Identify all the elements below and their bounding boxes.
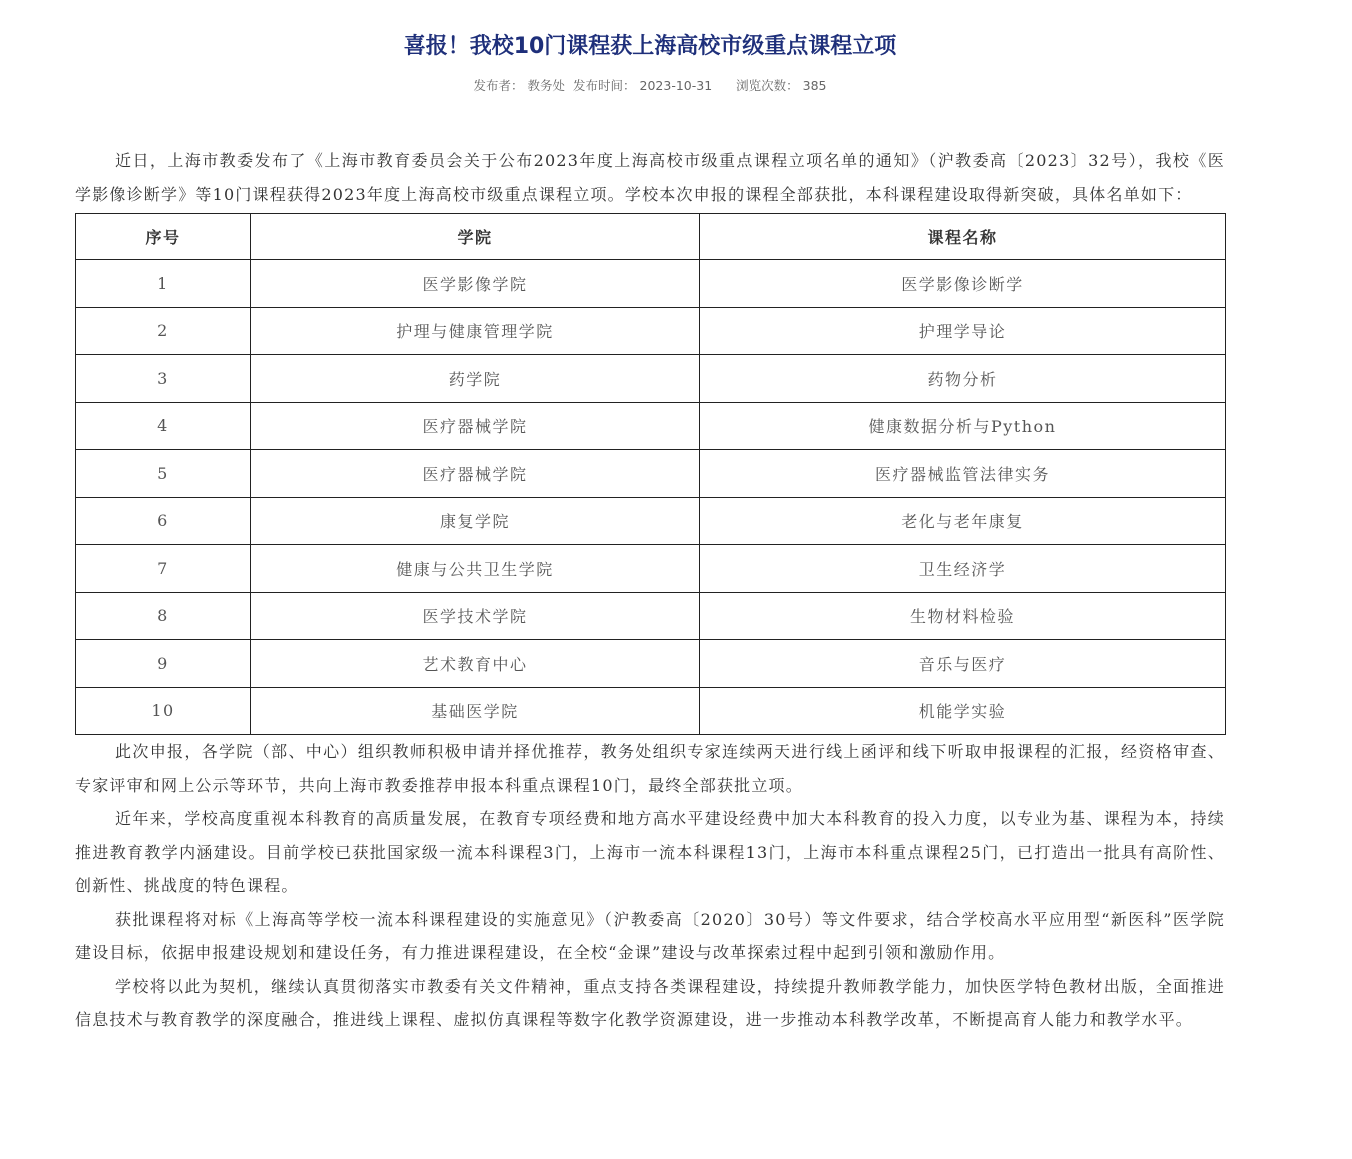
row-course: 音乐与医疗 (700, 640, 1226, 688)
table-row (76, 687, 1226, 735)
row-index: 5 (76, 450, 251, 498)
table-row (76, 450, 1226, 498)
row-course: 健康数据分析与Python (700, 402, 1226, 450)
table-row (76, 592, 1226, 640)
body-paragraph-2: 近年来，学校高度重视本科教育的高质量发展，在教育专项经费和地方高水平建设经费中加大本科教育的投入力度，以专业为基、课程为本，持续推进教育教学内涵建设。目前学校已获批国家级一流本科课程3门，上海市一流本科课程13门，上海市本科重点课程25门，已打造出一批具有高阶性、创新性、挑战度的特色课程。 (75, 809, 1225, 895)
row-college: 护理与健康管理学院 (251, 307, 700, 355)
row-college: 健康与公共卫生学院 (251, 545, 700, 593)
row-index: 3 (76, 355, 251, 403)
article-meta (75, 74, 1225, 98)
row-index: 7 (76, 545, 251, 593)
row-course: 医学影像诊断学 (700, 260, 1226, 308)
table-row (76, 640, 1226, 688)
table-row (76, 260, 1226, 308)
table-header-row (76, 214, 1226, 260)
views-label: 浏览次数： (736, 78, 799, 93)
row-college: 康复学院 (251, 497, 700, 545)
table-row (76, 497, 1226, 545)
row-course: 老化与老年康复 (700, 497, 1226, 545)
row-index: 6 (76, 497, 251, 545)
table-row (76, 307, 1226, 355)
row-index: 8 (76, 592, 251, 640)
table-row (76, 355, 1226, 403)
row-college: 医疗器械学院 (251, 450, 700, 498)
intro-paragraph: 近日，上海市教委发布了《上海市教育委员会关于公布2023年度上海高校市级重点课程立项名单的通知》（沪教委高〔2023〕32号），我校《医学影像诊断学》等10门课程获得2023年度上海高校市级重点课程立项。学校本次申报的课程全部获批，本科课程建设取得新突破，具体名单如下： (75, 151, 1225, 204)
row-index: 4 (76, 402, 251, 450)
table-row (76, 402, 1226, 450)
row-course: 生物材料检验 (700, 592, 1226, 640)
article (75, 0, 1225, 1029)
body-paragraph-4: 学校将以此为契机，继续认真贯彻落实市教委有关文件精神，重点支持各类课程建设，持续提升教师教学能力，加快医学特色教材出版，全面推进信息技术与教育教学的深度融合，推进线上课程、虚拟仿真课程等数字化教学资源建设，进一步推动本科教学改革，不断提高育人能力和教学水平。 (75, 976, 1225, 1029)
row-course: 卫生经济学 (700, 545, 1226, 593)
row-college: 医学影像学院 (251, 260, 700, 308)
publisher-value: 教务处 (527, 78, 566, 93)
body-paragraph-1: 此次申报，各学院（部、中心）组织教师积极申请并择优推荐，教务处组织专家连续两天进行线上函评和线下听取申报课程的汇报，经资格审查、专家评审和网上公示等环节，共向上海市教委推荐申报本科重点课程10门，最终全部获批立项。 (75, 742, 1225, 795)
course-table (75, 213, 1226, 735)
header-index: 序号 (76, 214, 251, 260)
time-value: 2023-10-31 (639, 78, 713, 93)
row-course: 医疗器械监管法律实务 (700, 450, 1226, 498)
row-college: 医疗器械学院 (251, 402, 700, 450)
row-course: 护理学导论 (700, 307, 1226, 355)
row-index: 9 (76, 640, 251, 688)
row-index: 10 (76, 687, 251, 735)
row-course: 药物分析 (700, 355, 1226, 403)
row-college: 医学技术学院 (251, 592, 700, 640)
header-college: 学院 (251, 214, 700, 260)
row-course: 机能学实验 (700, 687, 1226, 735)
row-college: 基础医学院 (251, 687, 700, 735)
body-paragraph-3: 获批课程将对标《上海高等学校一流本科课程建设的实施意见》（沪教委高〔2020〕30号）等文件要求，结合学校高水平应用型“新医科”医学院建设目标，依据申报建设规划和建设任务，有力推进课程建设，在全校“金课”建设与改革探索过程中起到引领和激励作用。 (75, 909, 1225, 962)
table-row (76, 545, 1226, 593)
article-content (75, 144, 1225, 1037)
row-college: 药学院 (251, 355, 700, 403)
row-index: 2 (76, 307, 251, 355)
row-college: 艺术教育中心 (251, 640, 700, 688)
row-index: 1 (76, 260, 251, 308)
header-course: 课程名称 (700, 214, 1226, 260)
views-value: 385 (802, 78, 827, 93)
publisher-label: 发布者： (473, 78, 524, 93)
time-label: 发布时间： (573, 78, 636, 93)
article-title: 喜报！我校10门课程获上海高校市级重点课程立项 (403, 34, 897, 59)
